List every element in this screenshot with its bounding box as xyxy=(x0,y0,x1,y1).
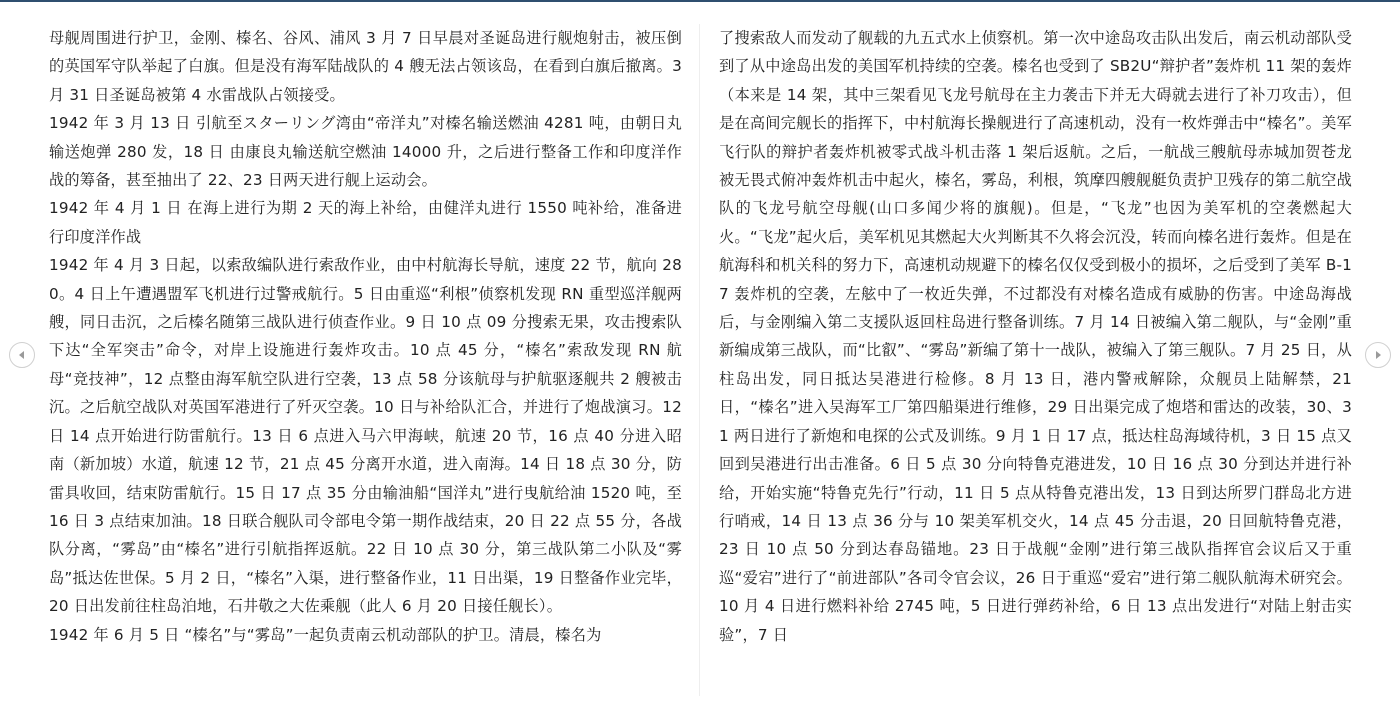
paragraph: 了搜索敌人而发动了舰载的九五式水上侦察机。第一次中途岛攻击队出发后，南云机动部队受到了从中途岛出发的美国军机持续的空袭。榛名也受到了 SB2U“辩护者”轰炸机 11 架的轰炸（本来是 14 架，其中三架看见飞龙号航母在主力袭击下并无大碍就去进行了补刀攻击），但是在高间完舰长的指挥下，中村航海长操舰进行了高速机动，没有一枚炸弹击中“榛名”。美军飞行队的辩护者轰炸机被零式战斗机击落 1 架后返航。之后，一航战三艘航母赤城加贺苍龙被无畏式俯冲轰炸机击中起火，榛名，雾岛，利根，筑摩四艘舰艇负责护卫残存的第二航空战队的飞龙号航空母舰(山口多闻少将的旗舰)。但是，“飞龙”也因为美军机的空袭燃起大火。“飞龙”起火后，美军机见其燃起大火判断其不久将会沉没，转而向榛名进行轰炸。但是在航海科和机关科的努力下，高速机动规避下的榛名仅仅受到极小的损坏，之后受到了美军 B-17 轰炸机的空袭，左舷中了一枚近失弹，不过都没有对榛名造成有威胁的伤害。中途岛海战后，与金刚编入第二支援队返回柱岛进行整备训练。7 月 14 日被编入第二舰队，与“金刚”重新编成第三战队，而“比叡”、“雾岛”新编了第十一战队，被编入了第三舰队。7 月 25 日，从柱岛出发，同日抵达吴港进行检修。8 月 13 日，港内警戒解除，众舰员上陆解禁，21 日，“榛名”进入吴海军工厂第四船渠进行维修，29 日出渠完成了炮塔和雷达的改装，30、31 两日进行了新炮和电探的公式及训练。9 月 1 日 17 点，抵达柱岛海域待机，3 日 15 点又回到吴港进行出击准备。6 日 5 点 30 分向特鲁克港进发，10 日 16 点 30 分到达并进行补给，开始实施“特鲁克先行”行动，11 日 5 点从特鲁克港出发，13 日到达所罗门群岛北方进行哨戒，14 日 13 点 36 分与 10 架美军机交火，14 点 45 分击退，20 日回航特鲁克港，23 日 10 点 50 分到达春岛锚地。23 日于战舰“金刚”进行第三战队指挥官会议后又于重巡“爱宕”进行了“前进部队”各司令官会议，26 日于重巡“爱宕”进行第二舰队航海术研究会。10 月 4 日进行燃料补给 2745 吨，5 日进行弹药补给，6 日 13 点出发进行“对陆上射击实验”，7 日 xyxy=(719,29,1352,644)
paragraph: 1942 年 4 月 1 日 在海上进行为期 2 天的海上补给，由健洋丸进行 1550 吨补给，准备进行印度洋作战 xyxy=(49,199,682,246)
left-page xyxy=(49,24,682,649)
paragraph: 1942 年 6 月 5 日 “榛名”与“雾岛”一起负责南云机动部队的护卫。清晨，榛名为 xyxy=(49,625,602,644)
page-divider xyxy=(699,24,700,696)
paragraph: 母舰周围进行护卫，金刚、榛名、谷风、浦风 3 月 7 日早晨对圣诞岛进行舰炮射击，被压倒的英国军守队举起了白旗。但是没有海军陆战队的 4 艘无法占领该岛，在看到白旗后撤离。3 月 31 日圣诞岛被第 4 水雷战队占领接受。 xyxy=(49,29,682,104)
paragraph: 1942 年 4 月 3 日起，以索敌编队进行索敌作业，由中村航海长导航，速度 22 节，航向 280。4 日上午遭遇盟军飞机进行过警戒航行。5 日由重巡“利根”侦察机发现 RN 重型巡洋舰两艘，同日击沉，之后榛名随第三战队进行侦查作业。9 日 10 点 09 分搜索无果，攻击搜索队下达“全军突击”命令，对岸上设施进行轰炸攻击。10 点 45 分，“榛名”索敌发现 RN 航母“竞技神”，12 点整由海军航空队进行空袭，13 点 58 分该航母与护航驱逐舰共 2 艘被击沉。之后航空战队对英国军港进行了歼灭空袭。10 日与补给队汇合，并进行了炮战演习。12 日 14 点开始进行防雷航行。13 日 6 点进入马六甲海峡，航速 20 节，16 点 40 分进入昭南（新加坡）水道，航速 12 节，21 点 45 分离开水道，进入南海。14 日 18 点 30 分，防雷具收回，结束防雷航行。15 日 17 点 35 分由输油船“国洋丸”进行曳航给油 1520 吨，至 16 日 3 点结束加油。18 日联合舰队司令部电令第一期作战结束，20 日 22 点 55 分，各战队分离，“雾岛”由“榛名”进行引航指挥返航。22 日 10 点 30 分，第三战队第二小队及“雾岛”抵达佐世保。5 月 2 日，“榛名”入渠，进行整备作业，11 日出渠，19 日整备作业完毕，20 日出发前往柱岛泊地，石井敬之大佐乘舰（此人 6 月 20 日接任舰长）。 xyxy=(49,256,682,616)
next-page-button[interactable] xyxy=(1365,342,1391,368)
chevron-left-icon xyxy=(16,349,28,361)
chevron-right-icon xyxy=(1372,349,1384,361)
previous-page-button[interactable] xyxy=(9,342,35,368)
paragraph: 1942 年 3 月 13 日 引航至スターリング湾由“帝洋丸”对榛名输送燃油 4281 吨，由朝日丸输送炮弹 280 发，18 日 由康良丸输送航空燃油 14000 升，之后进行整备工作和印度洋作战的筹备，甚至抽出了 22、23 日两天进行舰上运动会。 xyxy=(49,114,682,190)
right-page xyxy=(719,24,1352,649)
